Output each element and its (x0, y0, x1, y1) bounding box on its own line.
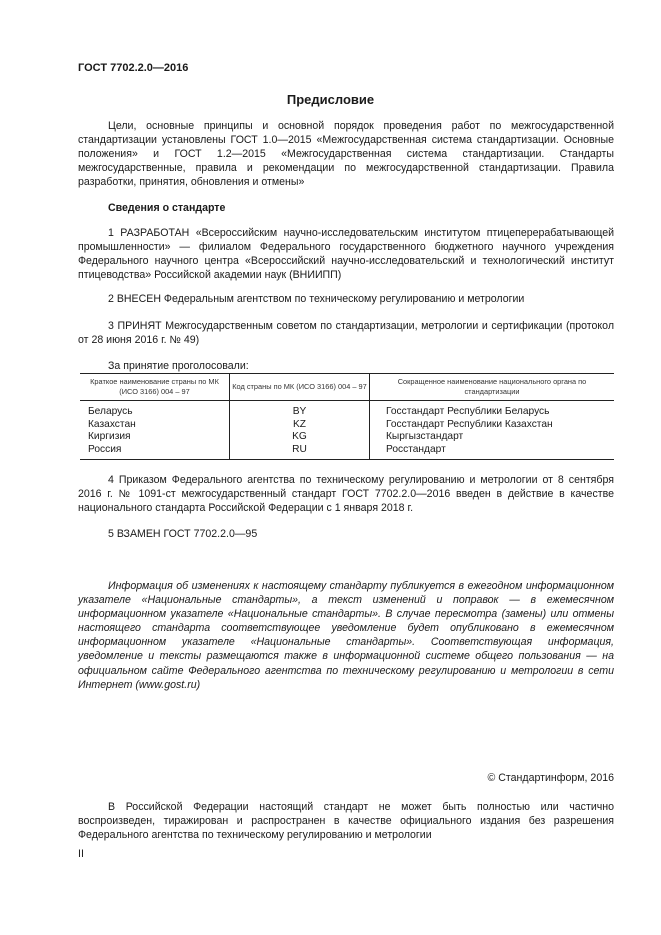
item-replaces: 5 ВЗАМЕН ГОСТ 7702.2.0—95 (108, 528, 258, 540)
national-body: Госстандарт Республики Беларусь (370, 401, 615, 419)
table-row (80, 419, 614, 432)
country-name: Россия (80, 444, 230, 460)
reproduction-notice: В Российской Федерации настоящий стандарт не может быть полностью или частично воспроизведен, тиражирован и распространен в качестве официального издания без разрешения Федерального агентства по техническому регулированию и метрологии (78, 801, 614, 842)
country-code: BY (230, 401, 370, 419)
country-code: KG (230, 431, 370, 444)
vote-label: За принятие проголосовали: (108, 360, 249, 372)
table-row (80, 431, 614, 444)
item-developed: 1 РАЗРАБОТАН «Всероссийским научно-исследовательским институтом птицеперерабатывающей промышленности» — филиалом Федерального государственного бюджетного научного учреждения Федерального научного центра «Всероссийский научно-исследовательский и технологический институт птицеводства» Российской академии наук (ВНИИПП) (78, 227, 614, 282)
voting-table (80, 373, 614, 460)
header-code: Код страны по МК (ИСО 3166) 004 – 97 (230, 374, 370, 401)
header-country: Краткое наименование страны по МК (ИСО 3166) 004 – 97 (80, 374, 230, 401)
table-row (80, 401, 614, 419)
country-code: KZ (230, 419, 370, 432)
item-accepted: 3 ПРИНЯТ Межгосударственным советом по стандартизации, метрологии и сертификации (протокол от 28 июня 2016 г. № 49) (78, 320, 614, 347)
section-heading: Сведения о стандарте (108, 202, 226, 214)
item-introduced: 2 ВНЕСЕН Федеральным агентством по техническому регулированию и метрологии (108, 293, 525, 305)
national-body: Росстандарт (370, 444, 615, 460)
country-name: Казахстан (88, 418, 136, 430)
national-body: Кыргызстандарт (370, 431, 615, 444)
info-notice: Информация об изменениях к настоящему стандарту публикуется в ежегодном информационном указателе «Национальные стандарты», а текст изменений и поправок — в ежемесячном информационном указателе «Национальные стандарты». В случае пересмотра (замены) или отмены настоящего стандарта соответствующее уведомление будет опубликовано в ежемесячном информационном указателе «Национальные стандарты». Соответствующая информация, уведомление и тексты размещаются также в информационной системе общего пользования — на официальном сайте Федерального агентства по техническому регулированию и метрологии в сети Интернет (www.gost.ru) (78, 580, 614, 691)
copyright: © Стандартинформ, 2016 (487, 772, 614, 784)
header-org: Сокращенное наименование национального органа по стандартизации (370, 374, 615, 401)
item-order: 4 Приказом Федерального агентства по техническому регулированию и метрологии от 8 сентября 2016 г. № 1091-ст межгосударственный стандарт ГОСТ 7702.2.0—2016 введен в действие в качестве национального стандарта Российской Федерации с 1 января 2018 г. (78, 474, 614, 515)
intro-paragraph: Цели, основные принципы и основной порядок проведения работ по межгосударственной стандартизации установлены ГОСТ 1.0—2015 «Межгосударственная система стандартизации. Основные положения» и ГОСТ 1.2—2015 «Межгосударственная система стандартизации. Стандарты межгосударственные, правила и рекомендации по межгосударственной стандартизации. Правила разработки, принятия, обновления и отмены» (78, 120, 614, 189)
standard-code-header: ГОСТ 7702.2.0—2016 (78, 62, 189, 74)
table-row (80, 444, 614, 460)
page-number: II (78, 848, 84, 860)
country-name: Беларусь (88, 406, 133, 417)
table-header-row (80, 374, 614, 401)
national-body: Госстандарт Республики Казахстан (370, 419, 615, 432)
page-title: Предисловие (286, 92, 375, 107)
country-name: Киргизия (88, 431, 131, 442)
country-code: RU (230, 444, 370, 460)
